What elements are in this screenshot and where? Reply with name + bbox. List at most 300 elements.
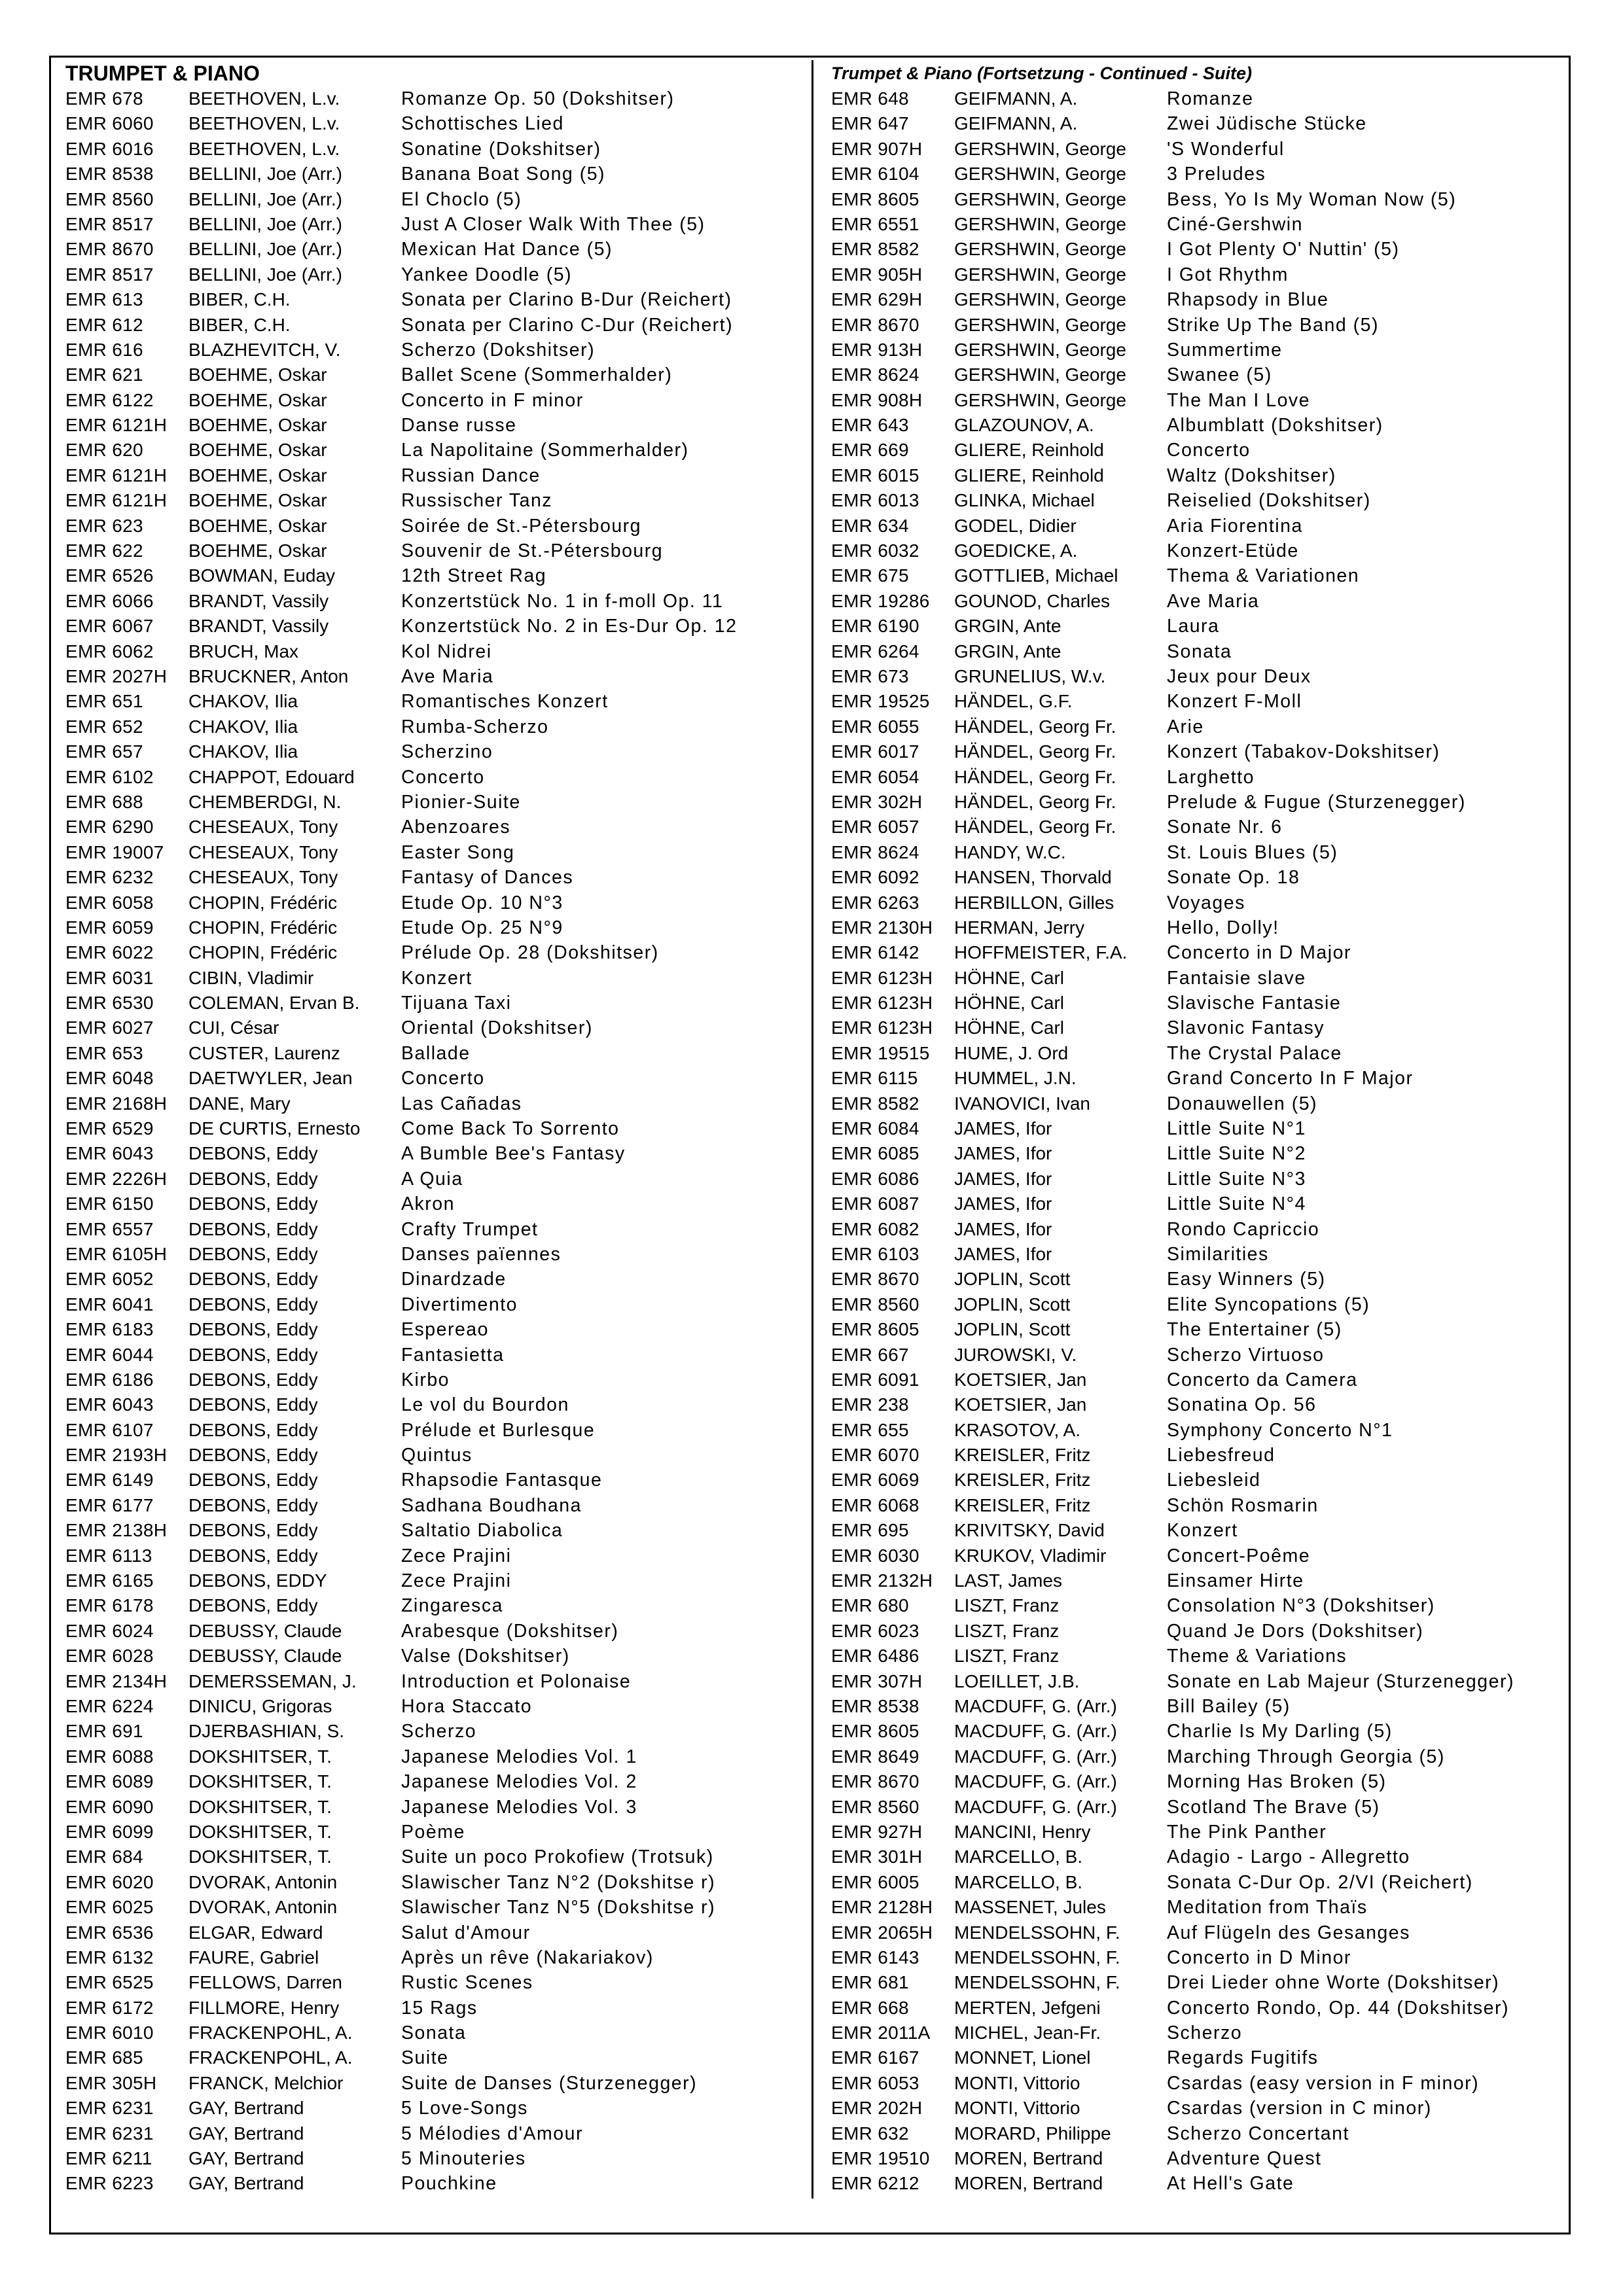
work-title: Oriental (Dokshitser) [401,1017,593,1039]
composer-name: BOEHME, Oskar [188,465,327,486]
composer-name: GAY, Bertrand [188,2098,304,2119]
catalog-row [831,1343,1551,1368]
catalog-number: EMR 307H [831,1670,923,1691]
catalog-row [831,1895,1551,1920]
catalog-number: EMR 6525 [65,1972,154,1993]
work-title: Konzert [1167,1520,1238,1542]
work-title: Ave Maria [1167,590,1260,612]
work-title: Konzert F-Moll [1167,691,1302,713]
composer-name: DEBONS, Eddy [188,1344,318,1365]
work-title: Liebesfreud [1167,1445,1275,1466]
catalog-number: EMR 6115 [831,1068,918,1089]
catalog-row [831,1719,1551,1744]
work-title: Little Suite N°2 [1167,1143,1306,1165]
catalog-number: EMR 6530 [65,993,154,1014]
catalog-number: EMR 6084 [831,1118,919,1139]
catalog-number: EMR 6150 [65,1193,154,1214]
work-title: Concerto in F minor [401,389,584,411]
catalog-row [831,940,1551,965]
composer-name: DEBONS, Eddy [188,1369,318,1390]
catalog-number: EMR 6015 [831,465,919,486]
catalog-row [65,589,802,614]
composer-name: CHAKOV, Ilia [188,691,298,712]
composer-name: KREISLER, Fritz [954,1445,1091,1466]
work-title: Slawischer Tanz N°5 (Dokshitse r) [401,1897,716,1918]
catalog-row [831,262,1551,287]
composer-name: BIBER, C.H. [188,289,291,310]
catalog-number: EMR 6167 [831,2047,919,2068]
work-title: Slawischer Tanz N°2 (Dokshitse r) [401,1871,716,1893]
catalog-row [65,1694,802,1719]
catalog-number: EMR 6024 [65,1620,154,1641]
work-title: Scotland The Brave (5) [1167,1796,1380,1818]
catalog-row [831,664,1551,689]
composer-name: GOUNOD, Charles [954,590,1111,611]
composer-name: DAETWYLER, Jean [188,1068,353,1089]
catalog-number: EMR 6060 [65,113,154,134]
work-title: Ballet Scene (Sommerhalder) [401,364,673,386]
work-title: Charlie Is My Darling (5) [1167,1721,1393,1742]
catalog-row [831,111,1551,136]
catalog-row [831,1945,1551,1970]
catalog-row [831,815,1551,839]
composer-name: MACDUFF, G. (Arr.) [954,1721,1117,1742]
catalog-row [65,1443,802,1468]
composer-name: GRGIN, Ante [954,616,1061,637]
work-title: Jeux pour Deux [1167,665,1311,687]
work-title: Divertimento [401,1294,518,1315]
continued-heading: Trumpet & Piano (Fortsetzung - Continued - Suite) [831,63,1252,83]
catalog-number: EMR 238 [831,1394,909,1415]
catalog-row [831,2045,1551,2070]
catalog-row [831,1141,1551,1166]
composer-name: BOEHME, Oskar [188,364,327,385]
catalog-number: EMR 652 [65,716,143,737]
catalog-row [831,1468,1551,1492]
catalog-number: EMR 6165 [65,1570,154,1591]
composer-name: BOEHME, Oskar [188,389,327,410]
work-title: Strike Up The Band (5) [1167,314,1379,336]
work-title: Romanze [1167,88,1254,109]
catalog-number: EMR 6105H [65,1243,168,1264]
catalog-number: EMR 620 [65,440,143,461]
catalog-number: EMR 8538 [831,1696,919,1716]
composer-name: DEBONS, Eddy [188,1243,318,1264]
catalog-row [65,840,802,865]
catalog-number: EMR 8582 [831,1093,919,1114]
composer-name: GEIFMANN, A. [954,88,1078,109]
catalog-number: EMR 6149 [65,1470,154,1491]
work-title: Consolation N°3 (Dokshitser) [1167,1595,1435,1617]
work-title: Rhapsodie Fantasque [401,1470,603,1491]
catalog-number: EMR 6123H [831,1017,933,1038]
work-title: Prelude & Fugue (Sturzenegger) [1167,791,1466,813]
catalog-number: EMR 6177 [65,1494,154,1515]
composer-name: MANCINI, Henry [954,1821,1091,1842]
work-title: Sonata [401,2022,467,2044]
catalog-number: EMR 6190 [831,616,919,637]
catalog-row [65,915,802,940]
composer-name: KREISLER, Fritz [954,1494,1091,1515]
catalog-row [831,639,1551,664]
composer-name: BEETHOVEN, L.v. [188,138,340,159]
catalog-row [831,162,1551,186]
catalog-number: EMR 6082 [831,1218,919,1239]
catalog-number: EMR 6113 [65,1545,152,1566]
work-title: Konzert (Tabakov-Dokshitser) [1167,741,1440,763]
composer-name: BRUCKNER, Anton [188,665,349,686]
catalog-number: EMR 6043 [65,1143,154,1164]
composer-name: BOEHME, Oskar [188,515,327,536]
composer-name: GLAZOUNOV, A. [954,415,1094,436]
catalog-number: EMR 8517 [65,213,154,234]
work-title: Danse russe [401,415,517,436]
section-heading: TRUMPET & PIANO [65,62,260,85]
composer-name: MENDELSSOHN, F. [954,1922,1120,1943]
catalog-number: EMR 6536 [65,1922,154,1943]
catalog-row [831,1242,1551,1267]
catalog-row [831,362,1551,387]
column-divider [812,60,813,2199]
work-title: The Pink Panther [1167,1821,1327,1843]
composer-name: CHESEAUX, Tony [188,817,338,838]
work-title: Sadhana Boudhana [401,1494,582,1516]
catalog-row [831,488,1551,513]
work-title: Swanee (5) [1167,364,1272,386]
catalog-row [65,1066,802,1091]
catalog-row [65,1343,802,1368]
work-title: Csardas (version in C minor) [1167,2098,1432,2119]
catalog-number: EMR 19286 [831,590,930,611]
work-title: Salut d'Amour [401,1922,531,1943]
catalog-row [831,1769,1551,1794]
catalog-number: EMR 2011A [831,2022,931,2043]
composer-name: HERBILLON, Gilles [954,892,1115,913]
work-title: Rumba-Scherzo [401,716,549,737]
composer-name: HANDY, W.C. [954,841,1066,862]
composer-name: JAMES, Ifor [954,1118,1052,1139]
work-title: Little Suite N°3 [1167,1168,1306,1190]
catalog-number: EMR 6186 [65,1369,154,1390]
work-title: Zece Prajini [401,1570,512,1592]
work-title: Meditation from Thaïs [1167,1897,1368,1918]
work-title: Bill Bailey (5) [1167,1696,1291,1717]
catalog-number: EMR 613 [65,289,143,310]
work-title: Sonata per Clarino C-Dur (Reichert) [401,314,734,336]
composer-name: MOREN, Bertrand [954,2148,1103,2169]
composer-name: MACDUFF, G. (Arr.) [954,1771,1117,1792]
work-title: Prélude Op. 28 (Dokshitser) [401,942,659,964]
work-title: Albumblatt (Dokshitser) [1167,415,1383,436]
catalog-row [65,338,802,362]
catalog-number: EMR 680 [831,1595,909,1616]
composer-name: KOETSIER, Jan [954,1394,1087,1415]
composer-name: BOEHME, Oskar [188,415,327,436]
composer-name: LOEILLET, J.B. [954,1670,1080,1691]
catalog-number: EMR 305H [65,2072,157,2093]
catalog-row [831,413,1551,438]
composer-name: GERSHWIN, George [954,164,1126,185]
catalog-number: EMR 6264 [831,641,919,662]
work-title: Pionier-Suite [401,791,521,813]
catalog-number: EMR 651 [65,691,143,712]
work-title: Banana Boat Song (5) [401,164,606,185]
work-title: Drei Lieder ohne Worte (Dokshitser) [1167,1972,1500,1994]
catalog-number: EMR 301H [831,1846,923,1867]
work-title: Scherzino [401,741,493,763]
catalog-row [65,1769,802,1794]
composer-name: FRACKENPOHL, A. [188,2047,353,2068]
composer-name: MACDUFF, G. (Arr.) [954,1696,1117,1716]
catalog-number: EMR 8560 [831,1294,919,1315]
catalog-row [65,815,802,839]
composer-name: BEETHOVEN, L.v. [188,88,340,109]
catalog-row [65,1217,802,1242]
work-title: Concerto [1167,440,1251,461]
catalog-row [831,1970,1551,1995]
catalog-number: EMR 673 [831,665,909,686]
composer-name: FILLMORE, Henry [188,1997,340,2018]
catalog-row [65,1167,802,1192]
work-title: Waltz (Dokshitser) [1167,465,1336,486]
catalog-row [65,237,802,262]
work-title: Poème [401,1821,465,1843]
catalog-row [831,991,1551,1016]
work-title: Zwei Jüdische Stücke [1167,113,1367,135]
composer-name: DEBONS, Eddy [188,1419,318,1440]
work-title: Zingaresca [401,1595,503,1617]
catalog-number: EMR 8624 [831,841,919,862]
composer-name: GRUNELIUS, W.v. [954,665,1106,686]
catalog-number: EMR 6143 [831,1947,919,1968]
composer-name: KOETSIER, Jan [954,1369,1087,1390]
catalog-row [831,388,1551,413]
composer-name: BRANDT, Vassily [188,590,329,611]
catalog-row [65,1744,802,1769]
work-title: Morning Has Broken (5) [1167,1771,1387,1793]
composer-name: DEBONS, Eddy [188,1269,318,1290]
composer-name: HÄNDEL, G.F. [954,691,1073,712]
catalog-number: EMR 6068 [831,1494,919,1515]
catalog-row [831,2146,1551,2171]
catalog-number: EMR 675 [831,565,909,586]
composer-name: MASSENET, Jules [954,1897,1106,1918]
catalog-row [831,1694,1551,1719]
composer-name: HUME, J. Ord [954,1042,1069,1063]
catalog-number: EMR 913H [831,339,923,360]
catalog-row [831,1996,1551,2021]
work-title: Come Back To Sorrento [401,1118,620,1140]
work-title: Konzertstück No. 1 in f-moll Op. 11 [401,590,724,612]
catalog-number: EMR 6043 [65,1394,154,1415]
work-title: Abenzoares [401,817,511,838]
composer-name: DEBONS, Eddy [188,1445,318,1466]
catalog-row [831,1016,1551,1040]
catalog-number: EMR 6055 [831,716,919,737]
catalog-number: EMR 6132 [65,1947,154,1968]
catalog-row [831,1644,1551,1669]
composer-name: HANSEN, Thorvald [954,867,1112,888]
composer-name: JAMES, Ifor [954,1143,1052,1164]
catalog-row [65,287,802,312]
catalog-row [65,1392,802,1417]
catalog-number: EMR 907H [831,138,923,159]
catalog-row [65,891,802,915]
catalog-number: EMR 8605 [831,1721,919,1742]
composer-name: KRUKOV, Vladimir [954,1545,1107,1566]
catalog-number: EMR 8624 [831,364,919,385]
catalog-number: EMR 8560 [831,1796,919,1817]
work-title: At Hell's Gate [1167,2173,1294,2195]
catalog-row [65,940,802,965]
composer-name: BELLINI, Joe (Arr.) [188,164,342,185]
work-title: Suite [401,2047,449,2069]
catalog-row [65,2171,802,2196]
work-title: Rhapsody in Blue [1167,289,1329,311]
composer-name: GERSHWIN, George [954,188,1126,209]
work-title: Crafty Trumpet [401,1218,539,1240]
work-title: Marching Through Georgia (5) [1167,1746,1445,1767]
catalog-number: EMR 6092 [831,867,919,888]
catalog-row [831,840,1551,865]
catalog-row [831,1568,1551,1593]
catalog-row [65,991,802,1016]
work-title: Quintus [401,1445,473,1466]
catalog-number: EMR 6102 [65,766,154,787]
work-title: Symphony Concerto N°1 [1167,1419,1393,1441]
composer-name: FRACKENPOHL, A. [188,2022,353,2043]
catalog-number: EMR 6070 [831,1445,919,1466]
catalog-row [831,765,1551,790]
catalog-number: EMR 6013 [831,490,919,511]
catalog-number: EMR 6087 [831,1193,919,1214]
composer-name: BELLINI, Joe (Arr.) [188,264,342,285]
composer-name: DANE, Mary [188,1093,291,1114]
composer-name: KREISLER, Fritz [954,1470,1091,1491]
catalog-row [65,187,802,212]
composer-name: GLIERE, Reinhold [954,465,1104,486]
catalog-row [65,514,802,539]
composer-name: DVORAK, Antonin [188,1897,338,1918]
catalog-row [831,187,1551,212]
catalog-row [831,2021,1551,2045]
composer-name: DEBONS, Eddy [188,1470,318,1491]
work-title: 15 Rags [401,1997,478,2019]
catalog-number: EMR 6005 [831,1871,919,1892]
work-title: Slavonic Fantasy [1167,1017,1325,1039]
catalog-row [65,1719,802,1744]
catalog-row [831,1544,1551,1568]
catalog-row [65,639,802,664]
work-title: The Entertainer (5) [1167,1319,1342,1341]
catalog-row [65,1669,802,1694]
catalog-row [831,614,1551,639]
composer-name: BRANDT, Vassily [188,616,329,637]
catalog-number: EMR 681 [831,1972,909,1993]
composer-name: CHAKOV, Ilia [188,741,298,762]
composer-name: BOEHME, Oskar [188,440,327,461]
catalog-row [65,790,802,815]
work-title: Zece Prajini [401,1545,512,1566]
catalog-number: EMR 657 [65,741,143,762]
catalog-row [831,1116,1551,1141]
catalog-number: EMR 6030 [831,1545,919,1566]
composer-name: CHAPPOT, Edouard [188,766,355,787]
catalog-row [65,1091,802,1116]
catalog-number: EMR 616 [65,339,143,360]
catalog-number: EMR 2168H [65,1093,168,1114]
catalog-number: EMR 6022 [65,942,154,963]
catalog-row [65,1267,802,1292]
catalog-list [65,86,802,2197]
catalog-number: EMR 622 [65,540,143,561]
work-title: Schön Rosmarin [1167,1494,1319,1516]
catalog-number: EMR 6062 [65,641,154,662]
catalog-row [831,1820,1551,1845]
work-title: Introduction et Polonaise [401,1670,632,1692]
work-title: Suite de Danses (Sturzenegger) [401,2072,698,2094]
composer-name: MONTI, Vittorio [954,2072,1080,2093]
composer-name: GODEL, Didier [954,515,1077,536]
catalog-number: EMR 2065H [831,1922,933,1943]
composer-name: DVORAK, Antonin [188,1871,338,1892]
catalog-number: EMR 6263 [831,892,919,913]
catalog-number: EMR 6121H [65,490,168,511]
catalog-row [831,1317,1551,1342]
composer-name: MARCELLO, B. [954,1846,1083,1867]
catalog-row [65,2146,802,2171]
composer-name: LISZT, Franz [954,1646,1060,1667]
composer-name: DINICU, Grigoras [188,1696,332,1716]
catalog-row [65,1418,802,1443]
work-title: Ballade [401,1042,471,1064]
catalog-number: EMR 6104 [831,164,919,185]
composer-name: IVANOVICI, Ivan [954,1093,1090,1114]
composer-name: DEBONS, Eddy [188,1394,318,1415]
work-title: Hello, Dolly! [1167,917,1279,938]
catalog-row [65,2096,802,2121]
catalog-row [831,1845,1551,1869]
work-title: A Quia [401,1168,463,1190]
catalog-row [65,689,802,714]
work-title: Summertime [1167,339,1283,361]
composer-name: CHOPIN, Frédéric [188,892,338,913]
composer-name: HÄNDEL, Georg Fr. [954,716,1116,737]
work-title: I Got Rhythm [1167,264,1289,285]
work-title: Akron [401,1193,455,1215]
catalog-row [65,1368,802,1392]
catalog-row [65,137,802,162]
catalog-row [831,589,1551,614]
catalog-row [831,338,1551,362]
work-title: Romantisches Konzert [401,691,609,713]
work-title: Concert-Poême [1167,1545,1311,1566]
catalog-number: EMR 695 [831,1520,909,1541]
composer-name: BIBER, C.H. [188,314,291,335]
work-title: Voyages [1167,892,1245,913]
catalog-row [65,1317,802,1342]
catalog-number: EMR 927H [831,1821,923,1842]
composer-name: DEBONS, Eddy [188,1545,318,1566]
composer-name: MONNET, Lionel [954,2047,1091,2068]
catalog-row [65,1292,802,1317]
left-column [65,60,802,2197]
catalog-number: EMR 6103 [831,1243,919,1264]
catalog-row [65,86,802,111]
work-title: Tijuana Taxi [401,993,512,1014]
work-title: Adagio - Largo - Allegretto [1167,1846,1410,1868]
work-title: Après un rêve (Nakariakov) [401,1947,654,1968]
